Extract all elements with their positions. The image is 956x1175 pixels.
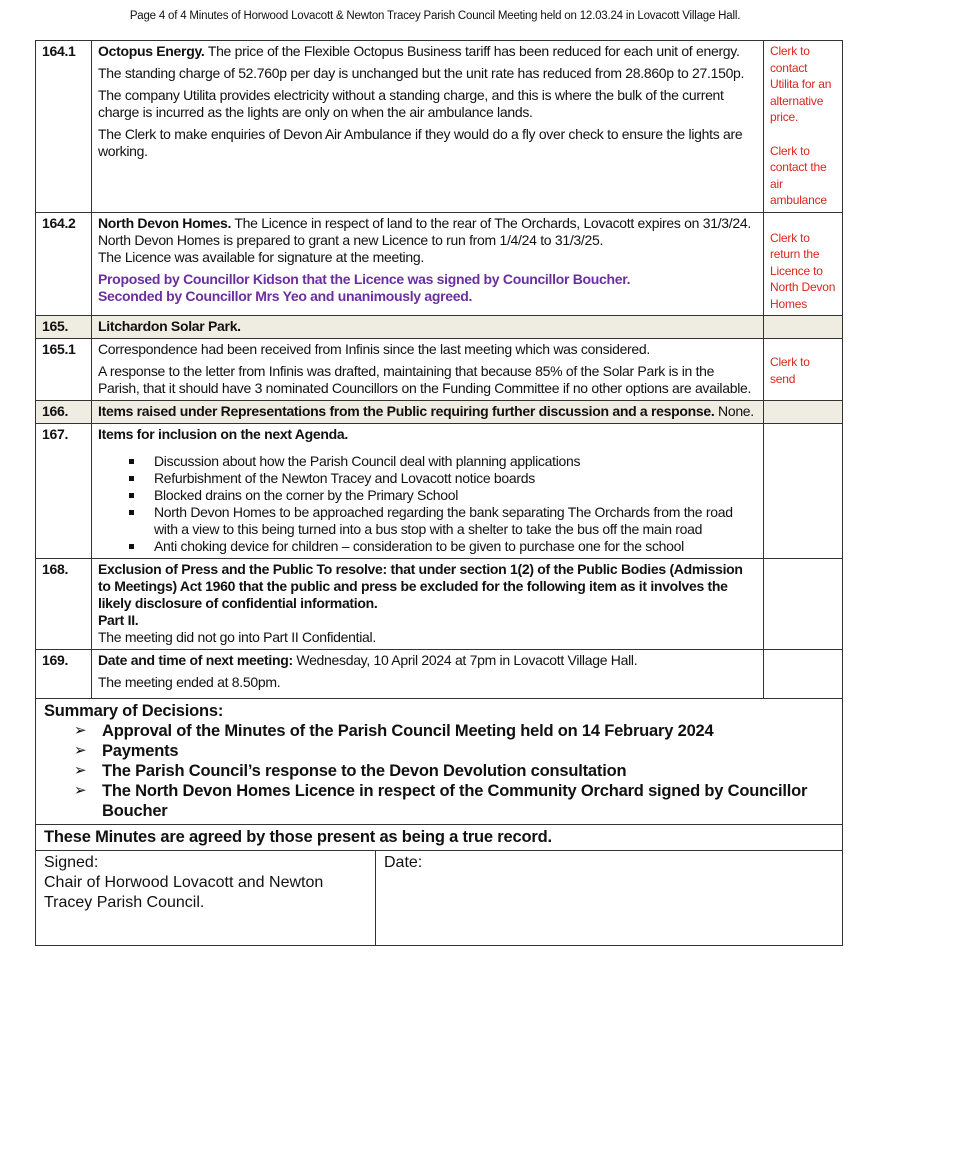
list-item: Refurbishment of the Newton Tracey and Lovacott notice boards: [154, 470, 757, 487]
summary-heading: Summary of Decisions:: [44, 702, 224, 720]
summary-of-decisions: [35, 699, 843, 825]
signed-label: Signed:: [44, 854, 99, 871]
date-label: Date:: [384, 854, 423, 871]
resolution-text: Proposed by Councillor Kidson that the Licence was signed by Councillor Boucher.: [98, 270, 631, 287]
item-number: 164.2: [36, 212, 92, 316]
action-text: Clerk to return the Licence to North Devon Homes: [770, 230, 836, 311]
list-item: Blocked drains on the corner by the Primary School: [154, 487, 757, 504]
item-text: The meeting did not go into Part II Confidential.: [98, 629, 376, 645]
list-item: Anti choking device for children – consideration to be given to purchase one for the school: [154, 538, 757, 555]
item-text: North Devon Homes is prepared to grant a new Licence to run from 1/4/24 to 31/3/25.: [98, 231, 604, 248]
item-title: North Devon Homes.: [98, 214, 232, 231]
item-text: The meeting ended at 8.50pm.: [98, 674, 281, 690]
agreed-statement: These Minutes are agreed by those present as being a true record.: [35, 825, 843, 851]
item-title: Octopus Energy.: [98, 43, 205, 59]
date-cell: [376, 851, 430, 945]
action-cell: [764, 559, 843, 650]
item-number: 167.: [36, 424, 92, 559]
action-cell: [764, 401, 843, 424]
item-text: The standing charge of 52.760p per day is unchanged but the unit rate has reduced from 28.860p to 27.150p.: [98, 65, 745, 81]
action-cell: [764, 650, 843, 699]
item-165: [36, 316, 843, 339]
summary-item: ➢ Payments: [102, 741, 842, 761]
item-166: [36, 401, 843, 424]
item-164-2: [36, 212, 843, 316]
item-number: 168.: [36, 559, 92, 650]
item-subtitle: Part II.: [98, 612, 139, 628]
resolution-text: Seconded by Councillor Mrs Yeo and unanimously agreed.: [98, 287, 473, 304]
item-168: [36, 559, 843, 650]
summary-item: ➢ The Parish Council’s response to the Devon Devolution consultation: [102, 761, 842, 781]
item-body: [92, 41, 764, 213]
signature-cell: [36, 851, 376, 945]
item-text: A response to the letter from Infinis was drafted, maintaining that because 85% of the Solar Park is in the Parish, that it should have 3 nominated Councillors on the Funding Committee if no other options are available.: [98, 363, 752, 396]
item-title: Exclusion of Press and the Public To resolve: that under section 1(2) of the Public Bodies (Admission to Meetings) Act 1960 that the public and press be excluded for the following item as it involves the likely disclosure of confidential information.: [98, 561, 743, 611]
item-text: The Licence was available for signature at the meeting.: [98, 248, 424, 265]
action-cell: [764, 41, 843, 213]
agenda-list: [98, 453, 757, 555]
item-body: [92, 424, 764, 559]
item-167: [36, 424, 843, 559]
item-body: [92, 559, 764, 650]
list-item: Discussion about how the Parish Council deal with planning applications: [154, 453, 757, 470]
item-body: [92, 339, 764, 401]
summary-list: [44, 721, 842, 821]
item-title: Litchardon Solar Park.: [92, 316, 764, 339]
action-cell: [764, 316, 843, 339]
item-text: None.: [714, 403, 754, 419]
item-title: Items raised under Representations from the Public requiring further discussion and a response.: [98, 403, 715, 419]
action-cell: [764, 212, 843, 316]
action-text: Clerk to send: [770, 355, 810, 386]
item-text: The Clerk to make enquiries of Devon Air Ambulance if they would do a fly over check to ensure the lights are working.: [98, 126, 743, 159]
item-164-1: [36, 41, 843, 213]
item-169: [36, 650, 843, 699]
item-title: Date and time of next meeting:: [98, 652, 293, 668]
chair-text: Chair of Horwood Lovacott and Newton Tracey Parish Council.: [44, 874, 324, 911]
page-header: Page 4 of 4 Minutes of Horwood Lovacott & Newton Tracey Parish Council Meeting held on 12.03.24 in Lovacott Village Hall.: [129, 10, 741, 22]
item-body: [92, 401, 764, 424]
item-text: The Licence in respect of land to the rear of The Orchards, Lovacott expires on 31/3/24.: [231, 214, 751, 231]
item-165-1: [36, 339, 843, 401]
item-text: Correspondence had been received from Infinis since the last meeting which was considered.: [98, 341, 650, 357]
item-text: The company Utilita provides electricity without a standing charge, and this is where the bulk of the current charge is incurred as the lights are only on when the air ambulance lands.: [98, 87, 724, 120]
item-number: 166.: [36, 401, 92, 424]
action-text: Clerk to contact the air ambulance: [770, 143, 827, 207]
item-text: The price of the Flexible Octopus Business tariff has been reduced for each unit of energy.: [204, 43, 740, 59]
minutes-page: [35, 40, 843, 946]
item-number: 164.1: [36, 41, 92, 213]
action-cell: [764, 339, 843, 401]
action-cell: [764, 424, 843, 559]
minutes-table: [35, 40, 843, 699]
list-item: North Devon Homes to be approached regarding the bank separating The Orchards from the road with a view to this being turned into a bus stop with a shelter to take the bus off the main road: [154, 504, 757, 538]
item-text: Wednesday, 10 April 2024 at 7pm in Lovacott Village Hall.: [292, 652, 638, 668]
action-text: Clerk to contact Utilita for an alternative price.: [770, 44, 832, 124]
item-body: [92, 650, 764, 699]
item-title: Items for inclusion on the next Agenda.: [98, 426, 348, 442]
item-body: [92, 212, 764, 316]
summary-item: ➢ The North Devon Homes Licence in respect of the Community Orchard signed by Councillor Boucher: [102, 781, 842, 821]
summary-item: ➢ Approval of the Minutes of the Parish Council Meeting held on 14 February 2024: [102, 721, 842, 741]
item-number: 169.: [36, 650, 92, 699]
signature-block: [35, 851, 843, 946]
item-number: 165.1: [36, 339, 92, 401]
item-number: 165.: [36, 316, 92, 339]
